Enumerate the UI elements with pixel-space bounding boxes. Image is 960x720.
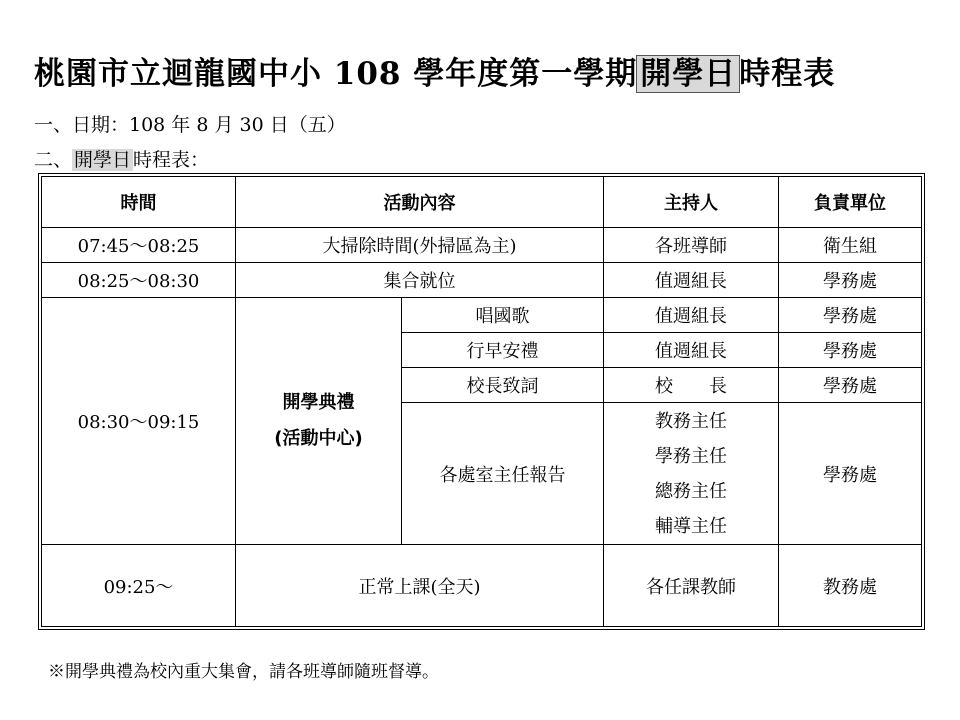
header-time: 時間 (42, 177, 236, 228)
unit-cell: 教務處 (779, 545, 922, 627)
host-cell: 值週組長 (604, 333, 779, 368)
time-cell: 09:25～ (42, 545, 236, 627)
ceremony-location: (活動中心) (274, 428, 363, 449)
unit-cell: 學務處 (779, 403, 922, 545)
activity-cell: 校長致詞 (402, 368, 604, 403)
activity-cell: 唱國歌 (402, 298, 604, 333)
schedule-table (41, 176, 922, 627)
host-item: 教務主任 (655, 410, 727, 432)
unit-cell: 學務處 (779, 298, 922, 333)
time-cell: 08:30～09:15 (42, 298, 236, 545)
schedule-highlight: 開學日 (74, 149, 132, 171)
host-cell: 各任課教師 (604, 545, 779, 627)
table-row (42, 228, 922, 263)
ceremony-cell (236, 298, 402, 545)
unit-cell: 衛生組 (779, 228, 922, 263)
page-title: 桃園市立迴龍國中小 108 學年度第一學期開學日時程表 (34, 56, 836, 92)
footnote: ※開學典禮為校內重大集會，請各班導師隨班督導。 (48, 662, 439, 682)
ceremony-name: 開學典禮 (282, 392, 355, 413)
time-cell: 07:45～08:25 (42, 228, 236, 263)
host-item: 總務主任 (655, 480, 727, 502)
header-activity: 活動內容 (236, 177, 604, 228)
table-row (42, 298, 922, 333)
activity-cell: 各處室主任報告 (402, 403, 604, 545)
header-unit: 負責單位 (779, 177, 922, 228)
host-cell: 各班導師 (604, 228, 779, 263)
host-cell: 值週組長 (604, 298, 779, 333)
title-highlight: 開學日 (637, 56, 739, 92)
time-cell: 08:25～08:30 (42, 263, 236, 298)
activity-cell: 大掃除時間(外掃區為主) (236, 228, 604, 263)
host-list-cell (604, 403, 779, 545)
activity-cell: 正常上課(全天) (236, 545, 604, 627)
host-item: 輔導主任 (655, 515, 727, 537)
activity-cell: 行早安禮 (402, 333, 604, 368)
table-header-row (42, 177, 922, 228)
unit-cell: 學務處 (779, 368, 922, 403)
table-row (42, 545, 922, 627)
unit-cell: 學務處 (779, 263, 922, 298)
header-host: 主持人 (604, 177, 779, 228)
table-row (42, 263, 922, 298)
date-line: 一、日期：108 年 8 月 30 日（五） (34, 114, 346, 136)
host-cell: 校 長 (604, 368, 779, 403)
host-cell: 值週組長 (604, 263, 779, 298)
activity-cell: 集合就位 (236, 263, 604, 298)
host-item: 學務主任 (655, 445, 727, 467)
schedule-line: 二、 開學日 時程表： (34, 149, 210, 171)
unit-cell: 學務處 (779, 333, 922, 368)
